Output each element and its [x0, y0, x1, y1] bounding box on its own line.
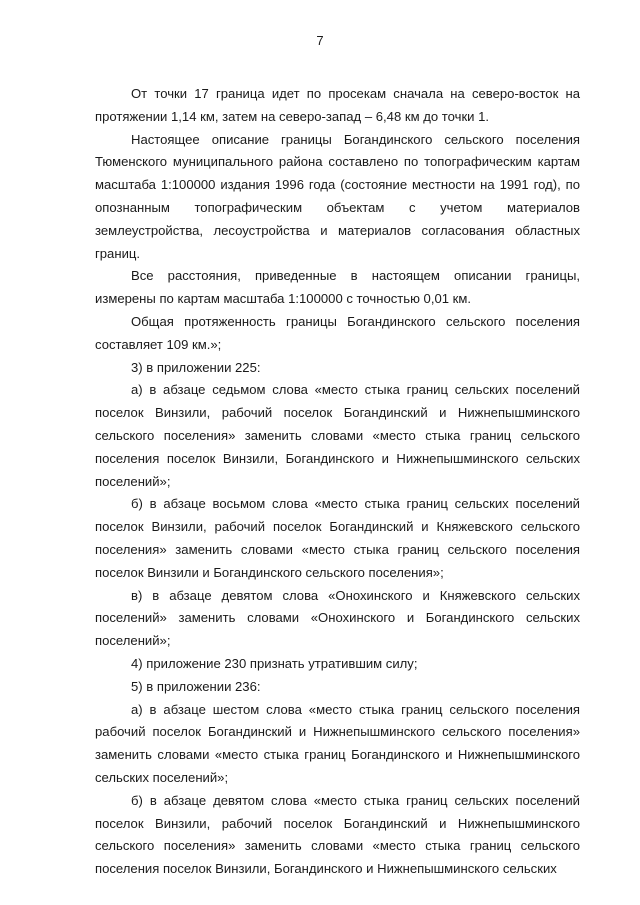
paragraph-4: Общая протяженность границы Богандинского сельского поселения составляет 109 км.»;	[95, 313, 580, 352]
document-body	[95, 83, 580, 881]
paragraph-11: а) в абзаце шестом слова «место стыка границ сельского поселения рабочий поселок Богандинский и Нижнепышминского сельского поселения» заменить словами «место стыка границ Богандинского и Нижнепышминского сельских поселений»;	[95, 701, 580, 785]
paragraph-1: От точки 17 граница идет по просекам сначала на северо-восток на протяжении 1,14 км, затем на северо-запад – 6,48 км до точки 1.	[95, 86, 580, 124]
paragraph-6: а) в абзаце седьмом слова «место стыка границ сельских поселений поселок Винзили, рабочий поселок Богандинский и Нижнепышминского сельского поселения» заменить словами «место стыка границ сельского поселения поселок Винзили, Богандинского и Нижнепышминского сельских поселений»;	[95, 382, 580, 489]
page-number: 7	[316, 33, 324, 48]
paragraph-7: б) в абзаце восьмом слова «место стыка границ сельских поселений поселок Винзили, рабочий поселок Богандинский и Княжевского сельского поселения» заменить словами «место стыка границ сельского поселения поселок Винзили и Богандинского сельского поселения»;	[95, 496, 580, 580]
paragraph-8: в) в абзаце девятом слова «Онохинского и Княжевского сельских поселений» заменить словами «Онохинского и Богандинского сельских поселений»;	[95, 587, 580, 649]
paragraph-9: 4) приложение 230 признать утратившим силу;	[131, 655, 418, 671]
paragraph-12: б) в абзаце девятом слова «место стыка границ сельских поселений поселок Винзили, рабочий поселок Богандинский и Нижнепышминского сельского поселения» заменить словами «место стыка границ сельского поселения поселок Винзили, Богандинского и Нижнепышминского сельских	[95, 792, 580, 877]
paragraph-3: Все расстояния, приведенные в настоящем описании границы, измерены по картам масштаба 1:100000 с точностью 0,01 км.	[95, 268, 580, 307]
paragraph-2: Настоящее описание границы Богандинского сельского поселения Тюменского муниципального района составлено по топографическим картам масштаба 1:100000 издания 1996 года (состояние местности на 1991 год), по опознанным топографическим объектам с учетом материалов землеустройства, лесоустройства и материалов согласования областных границ.	[95, 131, 580, 261]
paragraph-5: 3) в приложении 225:	[131, 359, 261, 375]
paragraph-10: 5) в приложении 236:	[131, 678, 261, 694]
